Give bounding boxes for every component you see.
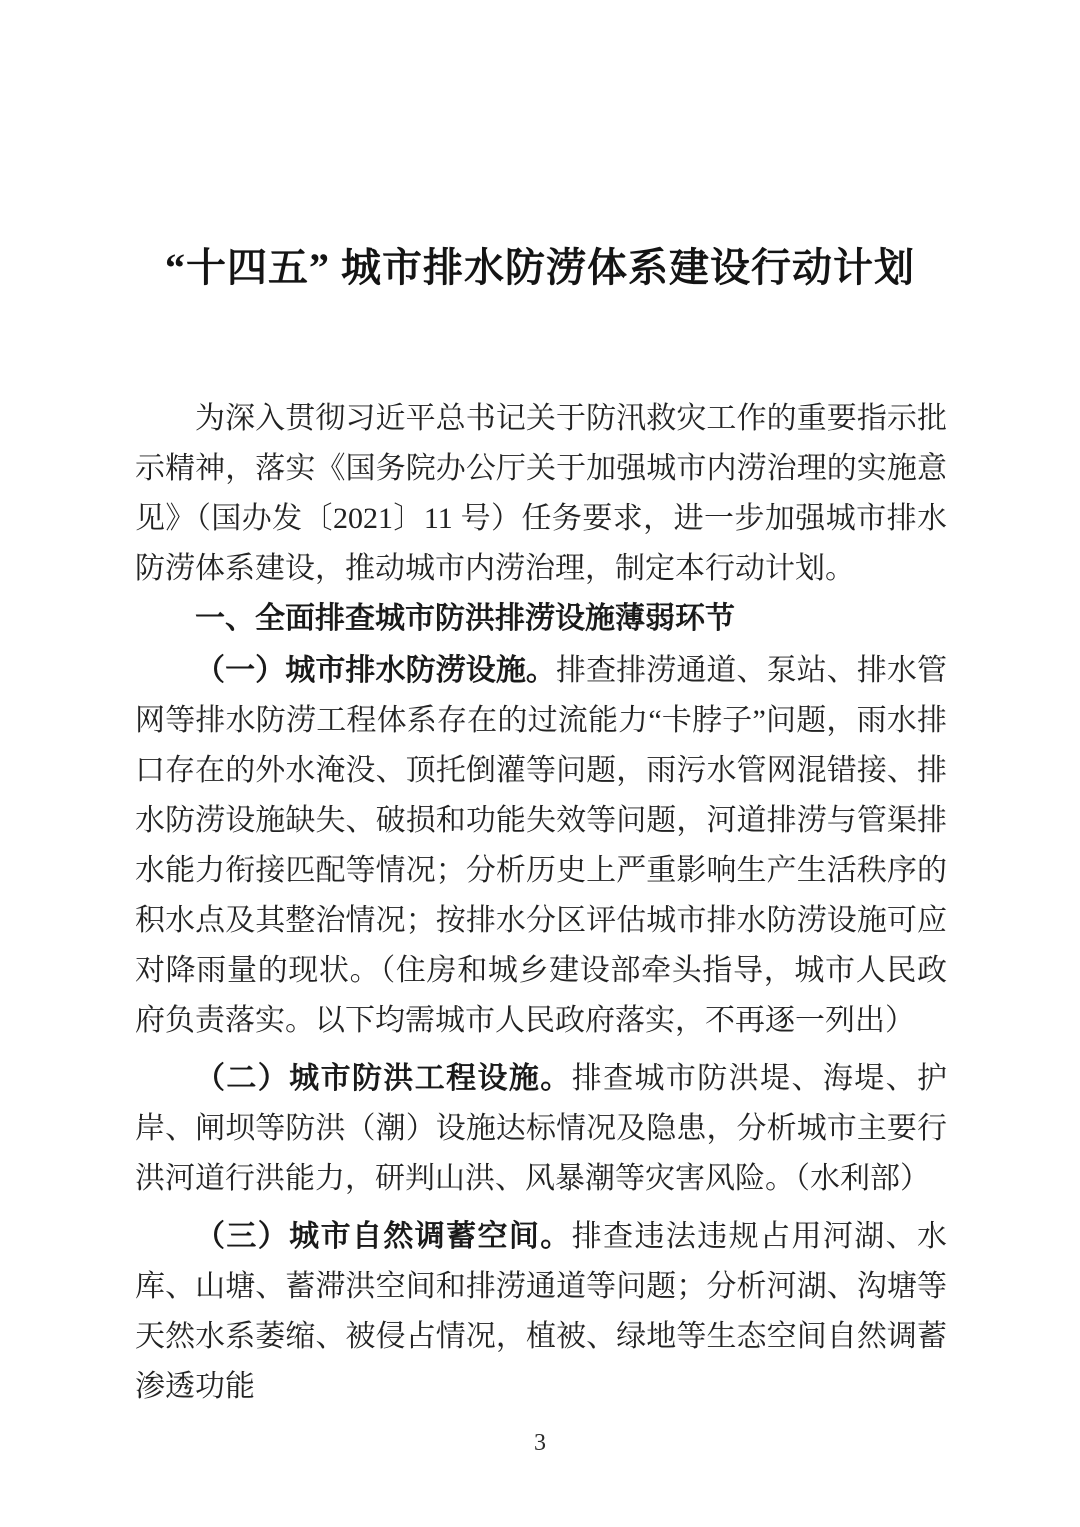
item-lead-1: （一）城市排水防涝设施。 <box>195 654 556 687</box>
document-title: “十四五” 城市排水防涝体系建设行动计划 <box>165 245 915 290</box>
item-lead-2: （二）城市防洪工程设施。 <box>195 1062 572 1095</box>
item-lead-3: （三）城市自然调蓄空间。 <box>195 1220 572 1253</box>
document-body <box>135 394 947 1412</box>
item-text-2: 排查城市防洪堤、海堤、护岸、闸坝等防洪（潮）设施达标情况及隐患，分析城市主要行洪河道行洪能力，研判山洪、风暴潮等灾害风险。（水利部） <box>135 1062 948 1195</box>
intro-paragraph: 为深入贯彻习近平总书记关于防汛救灾工作的重要指示批示精神，落实《国务院办公厅关于加强城市内涝治理的实施意见》（国办发〔2021〕11 号）任务要求，进一步加强城市排水防涝体系建设，推动城市内涝治理，制定本行动计划。 <box>135 402 947 585</box>
item-text-3: 排查违法违规占用河湖、水库、山塘、蓄滞洪空间和排涝通道等问题；分析河湖、沟塘等天然水系萎缩、被侵占情况，植被、绿地等生态空间自然调蓄渗透功能 <box>135 1220 948 1403</box>
item-text-1: 排查排涝通道、泵站、排水管网等排水防涝工程体系存在的过流能力“卡脖子”问题，雨水排口存在的外水淹没、顶托倒灌等问题，雨污水管网混错接、排水防涝设施缺失、破损和功能失效等问题，河道排涝与管渠排水能力衔接匹配等情况；分析历史上严重影响生产生活秩序的积水点及其整治情况；按排水分区评估城市排水防涝设施可应对降雨量的现状。（住房和城乡建设部牵头指导，城市人民政府负责落实。以下均需城市人民政府落实，不再逐一列出） <box>135 654 947 1037</box>
section-heading: 一、全面排查城市防洪排涝设施薄弱环节 <box>195 602 735 635</box>
item-paragraph-3 <box>135 1212 947 1412</box>
item-paragraph-2 <box>135 1054 947 1204</box>
item-paragraph-1 <box>135 646 947 1046</box>
page-number: 3 <box>534 1430 546 1456</box>
